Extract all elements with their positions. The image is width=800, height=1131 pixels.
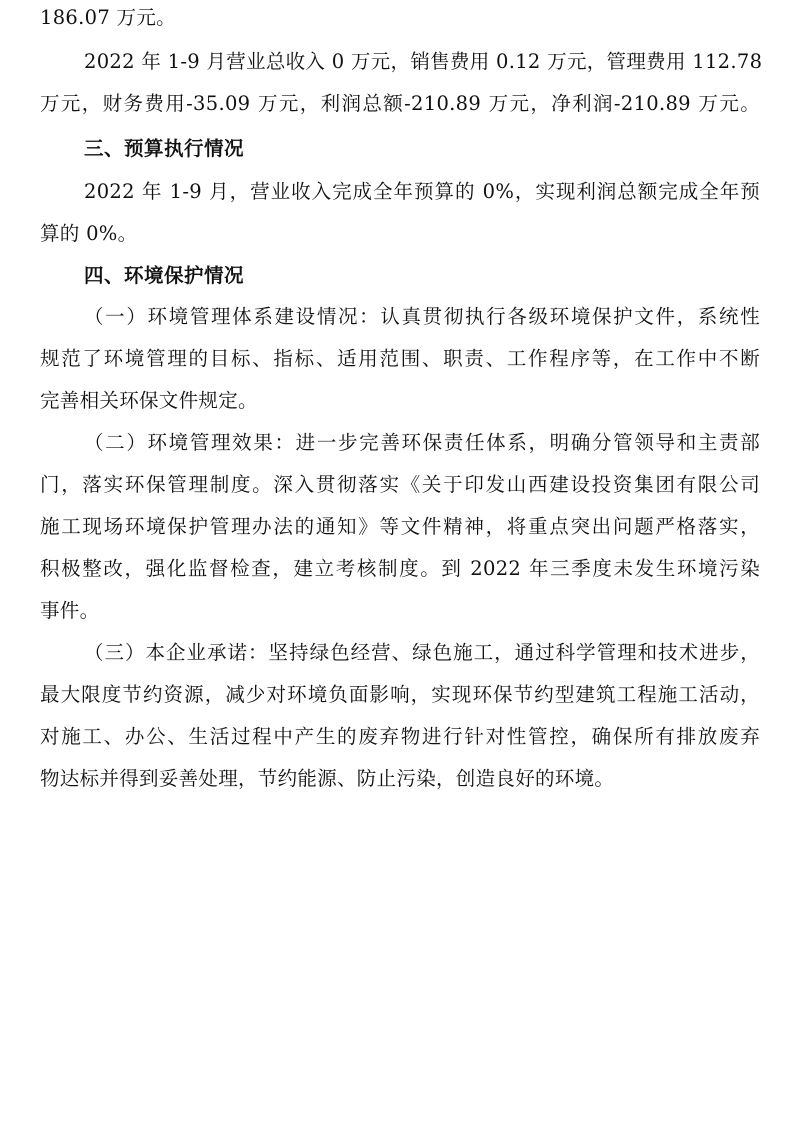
text-line-12: 门，落实环保管理制度。深入贯彻落实《关于印发山西建设投资集团有限公司 (40, 473, 760, 496)
text-line-18: 对施工、办公、生活过程中产生的废弃物进行针对性管控，确保所有排放废弃 (40, 725, 760, 748)
text-line-19: 物达标并得到妥善处理，节约能源、防止污染，创造良好的环境。 (40, 767, 615, 790)
text-line-15: 事件。 (40, 599, 100, 622)
text-line-8: （一）环境管理体系建设情况：认真贯彻执行各级环境保护文件，系统性 (84, 305, 760, 328)
text-line-14: 积极整改，强化监督检查，建立考核制度。到 2022 年三季度未发生环境污染 (40, 557, 760, 580)
text-line-1: 186.07 万元。 (40, 6, 176, 29)
text-line-13: 施工现场环境保护管理办法的通知》等文件精神，将重点突出问题严格落实， (40, 515, 760, 538)
text-line-3: 万元，财务费用-35.09 万元，利润总额-210.89 万元，净利润-210.89 万元。 (40, 92, 760, 115)
text-line-9: 规范了环境管理的目标、指标、适用范围、职责、工作程序等，在工作中不断 (40, 347, 760, 370)
text-line-5: 2022 年 1-9 月，营业收入完成全年预算的 0%，实现利润总额完成全年预 (84, 180, 760, 203)
text-line-2: 2022 年 1-9 月营业总收入 0 万元，销售费用 0.12 万元，管理费用 112.78 (84, 50, 763, 73)
text-line-10: 完善相关环保文件规定。 (40, 389, 258, 412)
section-heading-environment: 四、环境保护情况 (84, 264, 245, 287)
section-heading-budget: 三、预算执行情况 (84, 137, 245, 160)
text-line-16: （三）本企业承诺：坚持绿色经营、绿色施工，通过科学管理和技术进步， (84, 641, 760, 664)
text-line-11: （二）环境管理效果：进一步完善环保责任体系，明确分管领导和主责部 (84, 431, 760, 454)
text-line-17: 最大限度节约资源，减少对环境负面影响，实现环保节约型建筑工程施工活动， (40, 683, 760, 706)
text-line-6: 算的 0%。 (40, 222, 138, 245)
